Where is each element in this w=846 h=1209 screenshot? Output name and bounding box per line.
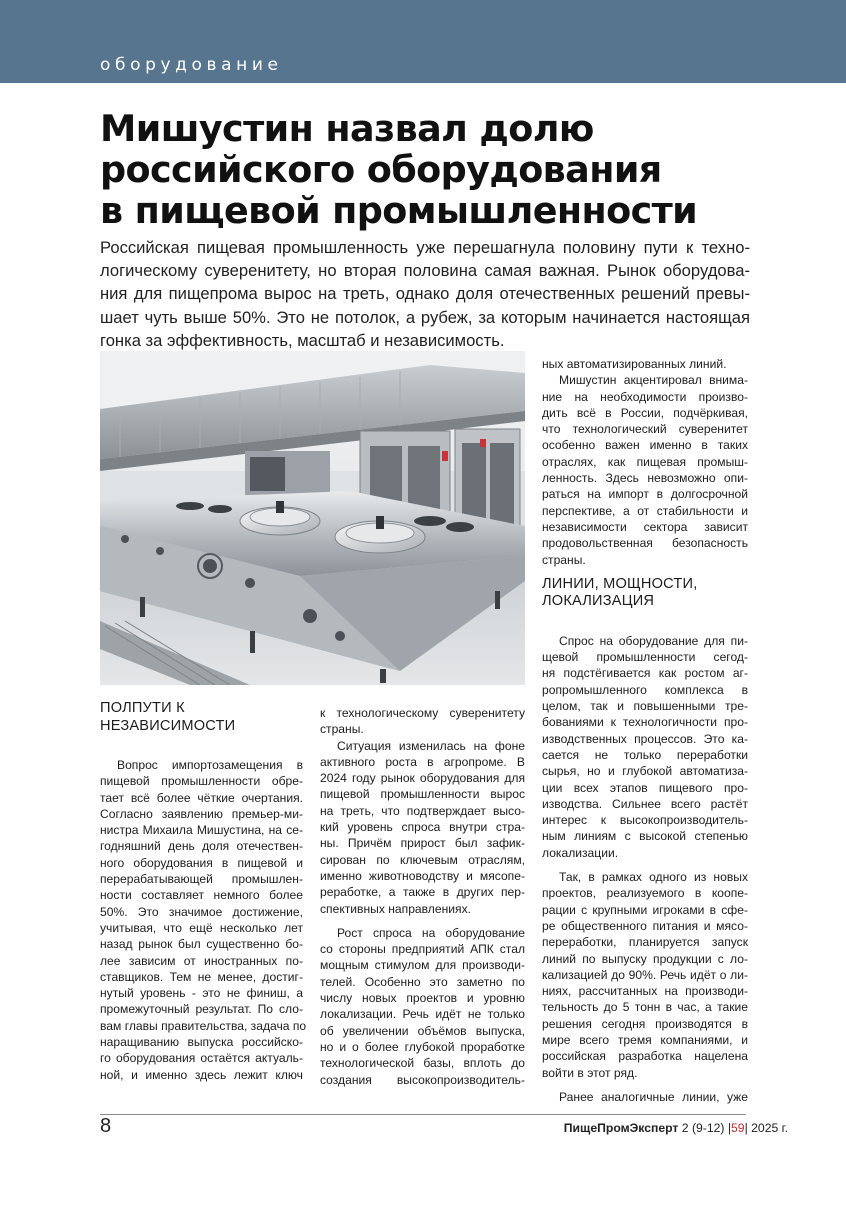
- body-line: кий уровень спроса внутри стра-: [320, 820, 525, 835]
- column-2: [320, 705, 525, 1088]
- body-line: тает всё более чёткие очертания.: [100, 790, 303, 805]
- body-line: именно животноводству и мясопе-: [320, 868, 525, 883]
- issue-info: [564, 1121, 788, 1135]
- body-line: со стороны предприятий АПК стал: [320, 942, 525, 957]
- body-line: мире всего тремя компаниями, и: [542, 1032, 748, 1047]
- body-line: годняшний день доля отечествен-: [100, 839, 303, 854]
- body-line: локализации.: [542, 845, 619, 860]
- body-line: реработке, а также в других пер-: [320, 885, 525, 900]
- issue-number: 59: [731, 1121, 745, 1135]
- lead-line: гонка за эффективность, масштаб и независимость.: [100, 330, 505, 350]
- headline-line: Мишустин назвал долю: [100, 107, 594, 150]
- body-line: локализации. Речь идёт не только: [320, 1007, 525, 1022]
- issue-post: | 2025 г.: [744, 1121, 788, 1135]
- headline-line: в пищевой промышленности: [100, 189, 698, 232]
- body-line: страны.: [320, 722, 364, 737]
- body-line: Мишустин акцентировал внима-: [559, 373, 748, 388]
- body-line: создания высокопроизводитель-: [320, 1072, 525, 1087]
- body-line: спективных направлениях.: [320, 901, 471, 916]
- body-line: ниях, рассчитанных на производи-: [542, 984, 748, 999]
- body-line: что технологический суверенитет: [542, 422, 748, 437]
- body-line: страны.: [542, 552, 586, 567]
- page-number: 8: [100, 1115, 112, 1137]
- article-lead: [100, 236, 750, 352]
- body-line: мощным стимулом для производи-: [320, 958, 525, 973]
- body-line: ной, и именно здесь лежит ключ: [100, 1067, 303, 1082]
- body-line: телей. Особенно это заметно по: [320, 974, 525, 989]
- body-line: ставщиков. Тем не менее, достиг-: [100, 969, 303, 984]
- body-line: ре общественного питания и мясо-: [542, 918, 748, 933]
- body-line: решения сегодня производятся в: [542, 1016, 748, 1031]
- magazine-name: ПищеПромЭксперт: [563, 1121, 679, 1135]
- body-line: 50%. Это значимое достижение,: [100, 904, 303, 919]
- subheading-line: ЛОКАЛИЗАЦИЯ: [542, 593, 655, 610]
- body-line: ности составляет немного более: [100, 888, 303, 903]
- body-line: интерес к высокопроизводитель-: [542, 813, 748, 828]
- body-line: лее зависим от иностранных по-: [100, 953, 303, 968]
- issue-pre: 2 (9-12) |: [678, 1121, 732, 1135]
- body-line: 2024 году рынок оборудования для: [320, 771, 525, 786]
- body-line: перспективе, а от стабильности и: [542, 503, 748, 518]
- body-line: ных автоматизированных линий.: [542, 357, 727, 371]
- lead-line: шает чуть выше 50%. Это не потолок, а рубеж, за которым начинается настоящая: [100, 307, 750, 327]
- body-line: Так, в рамках одного из новых: [559, 870, 748, 885]
- body-line: особенно важен именно в таких: [542, 438, 748, 453]
- body-line: на треть, что подтверждает высо-: [320, 803, 525, 818]
- lead-line: Российская пищевая промышленность уже перешагнула половину пути к техно-: [100, 238, 750, 257]
- body-line: перерабатывающей промышлен-: [100, 872, 303, 887]
- body-line: Вопрос импортозамещения в: [117, 758, 303, 772]
- body-line: промежуточный результат. По сло-: [100, 1002, 303, 1017]
- body-line: линий по выпуску продукции с ло-: [542, 951, 748, 966]
- body-line: проектов, реализуемого в коопе-: [542, 886, 748, 901]
- body-line: технологической базы, вплоть до: [320, 1056, 525, 1071]
- body-line: тельность до 5 тонн в час, а такие: [542, 1000, 748, 1015]
- body-line: Согласно заявлению премьер-ми-: [100, 806, 303, 821]
- body-line: независимости сектора зависит: [542, 519, 748, 534]
- lead-line: логическому суверенитету, но вторая половина самая важная. Рынок оборудова-: [100, 261, 750, 281]
- body-line: рации с крупными игроками в сфе-: [542, 902, 748, 917]
- body-line: дить всё в России, подчёркивая,: [542, 405, 748, 420]
- headline-line: российского оборудования: [100, 148, 662, 191]
- body-line: пищевой промышленности вырос: [320, 787, 525, 802]
- body-line: пищевой промышленности обре-: [100, 774, 303, 789]
- body-line: наращиванию выпуска российско-: [100, 1035, 303, 1050]
- body-line: активного роста в агропроме. В: [320, 754, 525, 769]
- article-headline: [100, 108, 800, 231]
- body-line: продовольственная безопасность: [542, 536, 748, 551]
- body-line: Ситуация изменилась на фоне: [337, 738, 525, 753]
- body-line: вам главы правительства, задача по: [100, 1018, 307, 1033]
- body-line: числу новых проектов и уровню: [320, 991, 525, 1006]
- kitchen-illustration: [100, 351, 525, 685]
- body-line: раться на импорт в долгосрочной: [542, 487, 748, 502]
- body-line: кализацией до 90%. Речь идёт о ли-: [542, 967, 748, 982]
- body-line: ропромышленного комплекса в: [542, 682, 748, 697]
- kitchen-photo: [100, 351, 525, 685]
- body-line: сается не только переработки: [542, 747, 748, 762]
- body-line: целом, так и повышенными тре-: [542, 699, 748, 714]
- body-line: ным линиям с высокой степенью: [542, 829, 748, 844]
- body-line: Ранее аналогичные линии, уже: [559, 1089, 748, 1104]
- column-1: [100, 700, 307, 1083]
- column-3: [542, 356, 748, 1105]
- body-line: Спрос на оборудование для пи-: [559, 633, 748, 648]
- body-line: российская разработка нацелена: [542, 1049, 748, 1064]
- subheading: [542, 576, 748, 611]
- body-line: об увеличении объёмов выпуска,: [320, 1023, 525, 1038]
- body-line: ня подстёгивается как ростом аг-: [542, 666, 748, 681]
- body-line: сирован по ключевым отраслям,: [320, 852, 525, 867]
- body-line: но и о более глубокой проработке: [320, 1039, 525, 1054]
- subheading: [100, 700, 303, 735]
- body-line: ного оборудования в пищевой и: [100, 855, 303, 870]
- lead-line: ния для пищепрома вырос на треть, однако доля отечественных решений превы-: [100, 284, 750, 304]
- body-line: ленность. Здесь невозможно опи-: [542, 471, 748, 486]
- body-line: Рост спроса на оборудование: [337, 925, 525, 940]
- body-line: ны. Причём прирост был зафик-: [320, 836, 525, 851]
- body-line: нистра Михаила Мишустина, на се-: [100, 823, 303, 838]
- body-line: отраслях, как пищевая промыш-: [542, 454, 748, 469]
- body-line: нутый уровень - это не финиш, а: [100, 986, 303, 1001]
- body-line: назад рынок был существенно бо-: [100, 937, 303, 952]
- section-tag: оборудование: [100, 55, 283, 75]
- subheading-line: НЕЗАВИСИМОСТИ: [100, 717, 236, 734]
- body-line: изводства. Сильнее всего растёт: [542, 796, 748, 811]
- body-line: ние на необходимости произво-: [542, 389, 748, 404]
- body-line: щевой промышленности сегод-: [542, 650, 748, 665]
- body-line: к технологическому суверенитету: [320, 706, 525, 720]
- body-line: переработки, планируется запуск: [542, 935, 748, 950]
- body-line: го оборудования остаётся актуаль-: [100, 1051, 303, 1066]
- footer-divider: [100, 1114, 746, 1115]
- body-line: бованиями к технологичности про-: [542, 715, 748, 730]
- subheading-line: ЛИНИИ, МОЩНОСТИ,: [542, 575, 698, 592]
- body-line: ции всех этапов пищевого про-: [542, 780, 748, 795]
- subheading-line: ПОЛПУТИ К: [100, 700, 185, 716]
- body-line: учитывая, что ещё несколько лет: [100, 920, 303, 935]
- body-line: сырья, но и глубокой автоматиза-: [542, 764, 748, 779]
- body-line: войти в этот ряд.: [542, 1065, 638, 1080]
- body-line: изводственных процессов. Это ка-: [542, 731, 748, 746]
